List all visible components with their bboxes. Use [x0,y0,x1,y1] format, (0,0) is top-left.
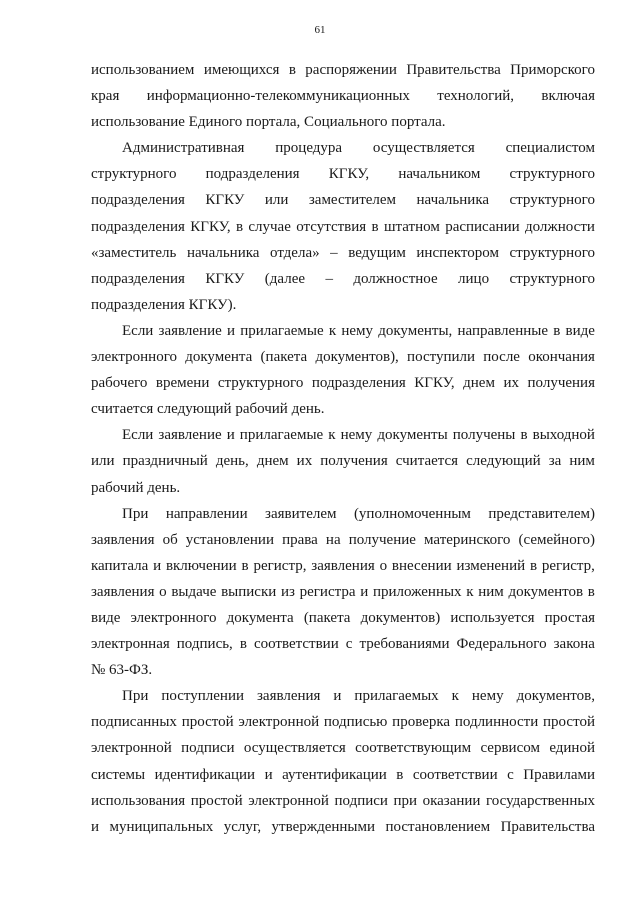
paragraph-6 [91,683,595,840]
text-line: структурного подразделения КГКУ, начальником структурного [91,166,595,183]
text-line: № 63-ФЗ. [91,662,153,679]
text-line: и муниципальных услуг, утвержденными постановлением Правительства [91,818,595,835]
text-line: При поступлении заявления и прилагаемых к нему документов, [122,688,595,705]
paragraph-5 [91,501,595,684]
text-line: использование Единого портала, Социального портала. [91,114,446,131]
text-line: капитала и включении в регистр, заявления о внесении изменений в регистр, [91,557,595,574]
text-line: подразделения КГКУ (далее – должностное лицо структурного [91,270,595,287]
text-line: рабочего времени структурного подразделения КГКУ, днем их получения [91,375,595,392]
text-line: использованием имеющихся в распоряжении Правительства Приморского [91,62,595,78]
paragraph-4 [91,422,595,500]
text-line: системы идентификации и аутентификации в соответствии с Правилами [91,766,595,783]
text-line: подразделения КГКУ, в случае отсутствия в штатном расписании должности [91,218,595,235]
paragraph-2 [91,135,595,318]
page-number: 61 [314,24,326,36]
text-line: заявления о выдаче выписки из регистра и приложенных к ним документов в [91,583,595,600]
text-line: электронного документа (пакета документов), поступили после окончания [91,349,595,366]
text-line: заявления об установлении права на получение материнского (семейного) [91,531,595,548]
text-line: «заместитель начальника отдела» – ведущим инспектором структурного [91,244,595,261]
text-line: Если заявление и прилагаемые к нему документы получены в выходной [122,427,595,444]
text-line: Административная процедура осуществляется специалистом [122,140,595,157]
text-line: подразделения КГКУ или заместителем начальника структурного [91,192,595,209]
text-line: При направлении заявителем (уполномоченным представителем) [122,505,595,522]
text-line: считается следующий рабочий день. [91,401,325,418]
text-line: подписанных простой электронной подписью проверка подлинности простой [91,714,595,731]
text-line: или праздничный день, днем их получения считается следующий за ним [91,453,595,470]
text-line: электронной подписи осуществляется соответствующим сервисом единой [91,740,595,757]
text-line: края информационно-телекоммуникационных технологий, включая [91,88,595,105]
paragraph-1 [91,57,595,135]
text-line: рабочий день. [91,479,181,496]
text-line: Если заявление и прилагаемые к нему документы, направленные в виде [122,322,595,339]
text-line: виде электронного документа (пакета документов) используется простая [91,609,595,626]
text-line: использования простой электронной подписи при оказании государственных [91,792,595,809]
text-line: подразделения КГКУ). [91,296,237,313]
paragraph-3 [91,318,595,422]
document-body [91,57,595,840]
text-line: электронная подпись, в соответствии с требованиями Федерального закона [91,636,595,653]
